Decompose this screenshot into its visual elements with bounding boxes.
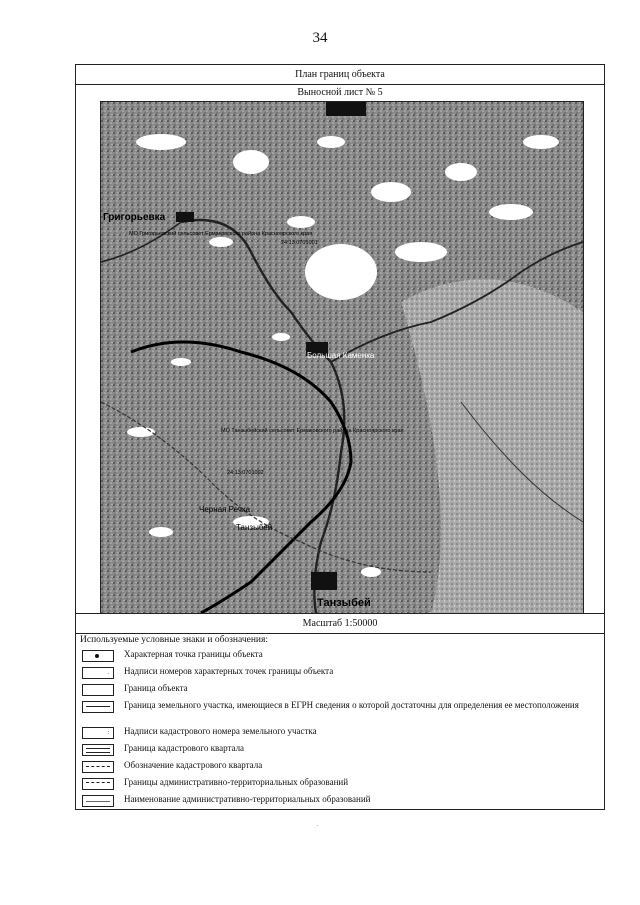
- village-block: [311, 572, 337, 590]
- admin-name-icon: [82, 795, 114, 807]
- place-tanzybey-small: Танзыбей: [236, 523, 273, 532]
- dot-icon: [82, 650, 114, 662]
- legend-label: Граница объекта: [124, 683, 188, 693]
- legend-label: Наименование административно-территориальных образований: [124, 794, 371, 804]
- legend-label: Надписи номеров характерных точек границы объекта: [124, 666, 334, 676]
- legend-item: [82, 726, 597, 743]
- legend: [82, 649, 597, 811]
- cadastral-quarter-2: 24:13:0701002: [227, 470, 264, 476]
- legend-label: Обозначение кадастрового квартала: [124, 760, 263, 770]
- legend-item: [82, 777, 597, 794]
- legend-label: Характерная точка границы объекта: [124, 649, 263, 659]
- scan-mark: ·: [316, 822, 319, 830]
- legend-item: [82, 700, 597, 726]
- mo-label-1: МО Григорьевский сельсовет Ермаковского района Красноярского края: [129, 231, 313, 237]
- map-scale: Масштаб 1:50000: [76, 613, 604, 634]
- place-grigorevka: Григорьевка: [103, 212, 166, 223]
- quarter-line-icon: [82, 744, 114, 756]
- legend-item: [82, 649, 597, 666]
- place-bolshaya-kamenka: Большая Каменка: [307, 351, 375, 360]
- plan-frame: [75, 64, 605, 810]
- cadastral-quarter-1: 24:13:0701001: [281, 240, 318, 246]
- quarter-label-icon: [82, 761, 114, 773]
- sheet-subtitle: Выносной лист № 5: [297, 87, 383, 98]
- legend-title: Используемые условные знаки и обозначения:: [80, 635, 269, 645]
- topographic-map: [100, 101, 584, 614]
- page-number: 34: [312, 30, 328, 46]
- legend-item: [82, 743, 597, 760]
- legend-label: Надписи кадастрового номера земельного участка: [124, 726, 317, 736]
- legend-item: [82, 794, 597, 811]
- admin-boundary-icon: [82, 778, 114, 790]
- plan-title: План границ объекта: [76, 65, 604, 85]
- legend-item: [82, 683, 597, 700]
- place-chernaya-rechka: Черная Речка: [199, 505, 251, 514]
- parcel-line-icon: [82, 701, 114, 713]
- legend-item: [82, 760, 597, 777]
- legend-label: Границы административно-территориальных образований: [124, 777, 349, 787]
- map-svg: [101, 102, 583, 613]
- boundary-icon: [82, 684, 114, 696]
- mo-label-2: МО Танзыбейский сельсовет Ермаковского района Красноярского края: [221, 428, 404, 434]
- village-block: [176, 212, 194, 222]
- place-tanzybey: Танзыбей: [317, 597, 371, 609]
- point-number-icon: .: [82, 667, 114, 679]
- legend-item: [82, 666, 597, 683]
- legend-label: Граница земельного участка, имеющиеся в ЕГРН сведения о которой достаточны для определения ее местоположения: [124, 700, 579, 710]
- dark-forest: [326, 102, 366, 116]
- cadastral-number-icon: :: [82, 727, 114, 739]
- legend-label: Граница кадастрового квартала: [124, 743, 245, 753]
